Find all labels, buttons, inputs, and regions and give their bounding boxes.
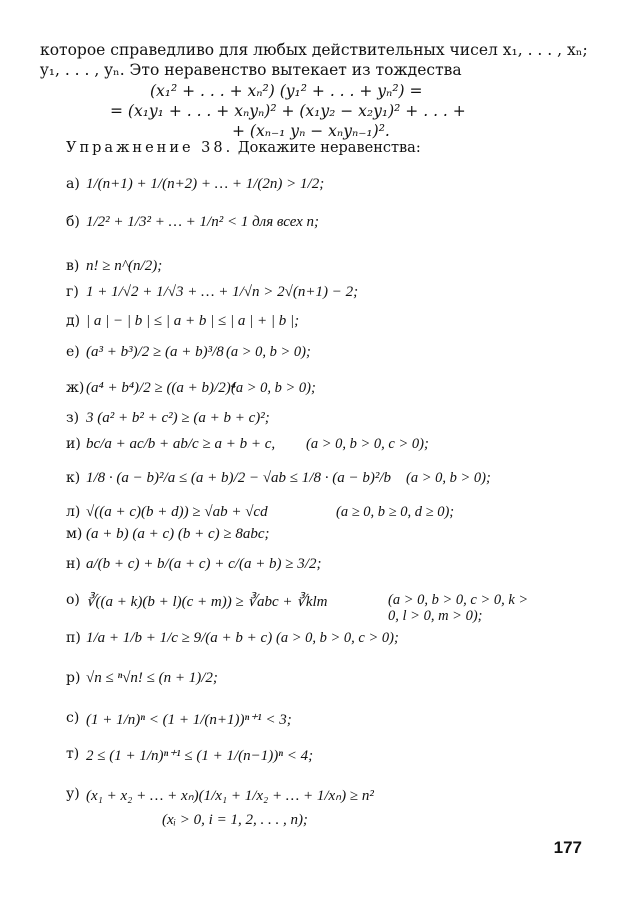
identity-line-2: = (x₁y₁ + . . . + xₙyₙ)² + (x₁y₂ − x₂y₁)² + . . . +	[110, 102, 466, 120]
item-condition: (a ≥ 0, b ≥ 0, d ≥ 0);	[336, 504, 455, 520]
identity-line-3: + (xₙ₋₁ yₙ − xₙyₙ₋₁)².	[232, 122, 390, 140]
item-expression: (x₁ + x₂ + … + xₙ)(1/x₁ + 1/x₂ + … + 1/xₙ) ≥ n²	[86, 788, 374, 804]
item-label: н)	[66, 556, 81, 572]
exercise-heading	[66, 140, 421, 156]
item-expression: 1/(n+1) + 1/(n+2) + … + 1/(2n) > 1/2;	[86, 176, 325, 192]
intro-line-1: которое справедливо для любых действительных чисел x₁, . . . , xₙ;	[40, 41, 588, 59]
item-expression: √n ≤ ⁿ√n! ≤ (n + 1)/2;	[86, 670, 218, 686]
item-expression: (xᵢ > 0, i = 1, 2, . . . , n);	[162, 812, 308, 828]
item-label: б)	[66, 214, 80, 230]
item-label: с)	[66, 710, 80, 726]
item-label: а)	[66, 176, 80, 192]
item-expression: (a⁴ + b⁴)/2 ≥ ((a + b)/2)⁴	[86, 380, 236, 396]
item-expression: 3 (a² + b² + c²) ≥ (a + b + c)²;	[86, 410, 270, 426]
item-label: т)	[66, 746, 80, 762]
item-expression: (1 + 1/n)ⁿ < (1 + 1/(n+1))ⁿ⁺¹ < 3;	[86, 712, 292, 728]
item-label: л)	[66, 504, 81, 520]
item-expression: (a + b) (a + c) (b + c) ≥ 8abc;	[86, 526, 270, 542]
identity-line-1: (x₁² + . . . + xₙ²) (y₁² + . . . + yₙ²) =	[150, 82, 423, 100]
item-expression: √((a + c)(b + d)) ≥ √ab + √cd	[86, 504, 268, 520]
item-condition: (a > 0, b > 0, c > 0, k > 0, l > 0, m > 0);	[388, 592, 529, 624]
item-condition: (a > 0, b > 0);	[231, 380, 316, 396]
item-condition: (a > 0, b > 0, c > 0);	[276, 630, 399, 646]
item-label: д)	[66, 313, 81, 329]
item-condition: (a > 0, b > 0, c > 0);	[306, 436, 429, 452]
item-condition: (a > 0, b > 0);	[226, 344, 311, 360]
item-expression: 1/8 · (a − b)²/a ≤ (a + b)/2 − √ab ≤ 1/8 · (a − b)²/b	[86, 470, 391, 486]
item-label: г)	[66, 284, 79, 300]
item-label: п)	[66, 630, 81, 646]
item-expression: (a³ + b³)/2 ≥ (a + b)³/8	[86, 344, 224, 360]
item-label: к)	[66, 470, 81, 486]
item-expression: n! ≥ n^(n/2);	[86, 258, 163, 274]
item-expression: 2 ≤ (1 + 1/n)ⁿ⁺¹ ≤ (1 + 1/(n−1))ⁿ < 4;	[86, 748, 314, 764]
item-label: в)	[66, 258, 80, 274]
item-label: р)	[66, 670, 81, 686]
page-number: 177	[553, 838, 582, 857]
item-label: е)	[66, 344, 80, 360]
item-label: з)	[66, 410, 80, 426]
item-label: о)	[66, 592, 80, 608]
item-expression: ∛((a + k)(b + l)(c + m)) ≥ ∛abc + ∛klm	[86, 594, 328, 610]
item-label: и)	[66, 436, 81, 452]
item-expression: 1/2² + 1/3² + … + 1/n² < 1 для всех n;	[86, 214, 320, 230]
item-label: м)	[66, 526, 83, 542]
item-expression: bc/a + ac/b + ab/c ≥ a + b + c,	[86, 436, 276, 452]
item-condition: (a > 0, b > 0);	[406, 470, 491, 486]
intro-line-2: y₁, . . . , yₙ. Это неравенство вытекает из тождества	[40, 61, 462, 79]
item-expression: 1 + 1/√2 + 1/√3 + … + 1/√n > 2√(n+1) − 2;	[86, 284, 359, 300]
item-label: у)	[66, 786, 80, 802]
exercise-subtitle: Докажите неравенства:	[237, 140, 421, 156]
item-expression: a/(b + c) + b/(a + c) + c/(a + b) ≥ 3/2;	[86, 556, 322, 572]
item-expression: 1/a + 1/b + 1/c ≥ 9/(a + b + c)	[86, 630, 273, 646]
exercise-title: Упражнение 38.	[66, 140, 234, 156]
item-expression: | a | − | b | ≤ | a + b | ≤ | a | + | b |;	[86, 313, 300, 329]
item-label: ж)	[66, 380, 85, 396]
